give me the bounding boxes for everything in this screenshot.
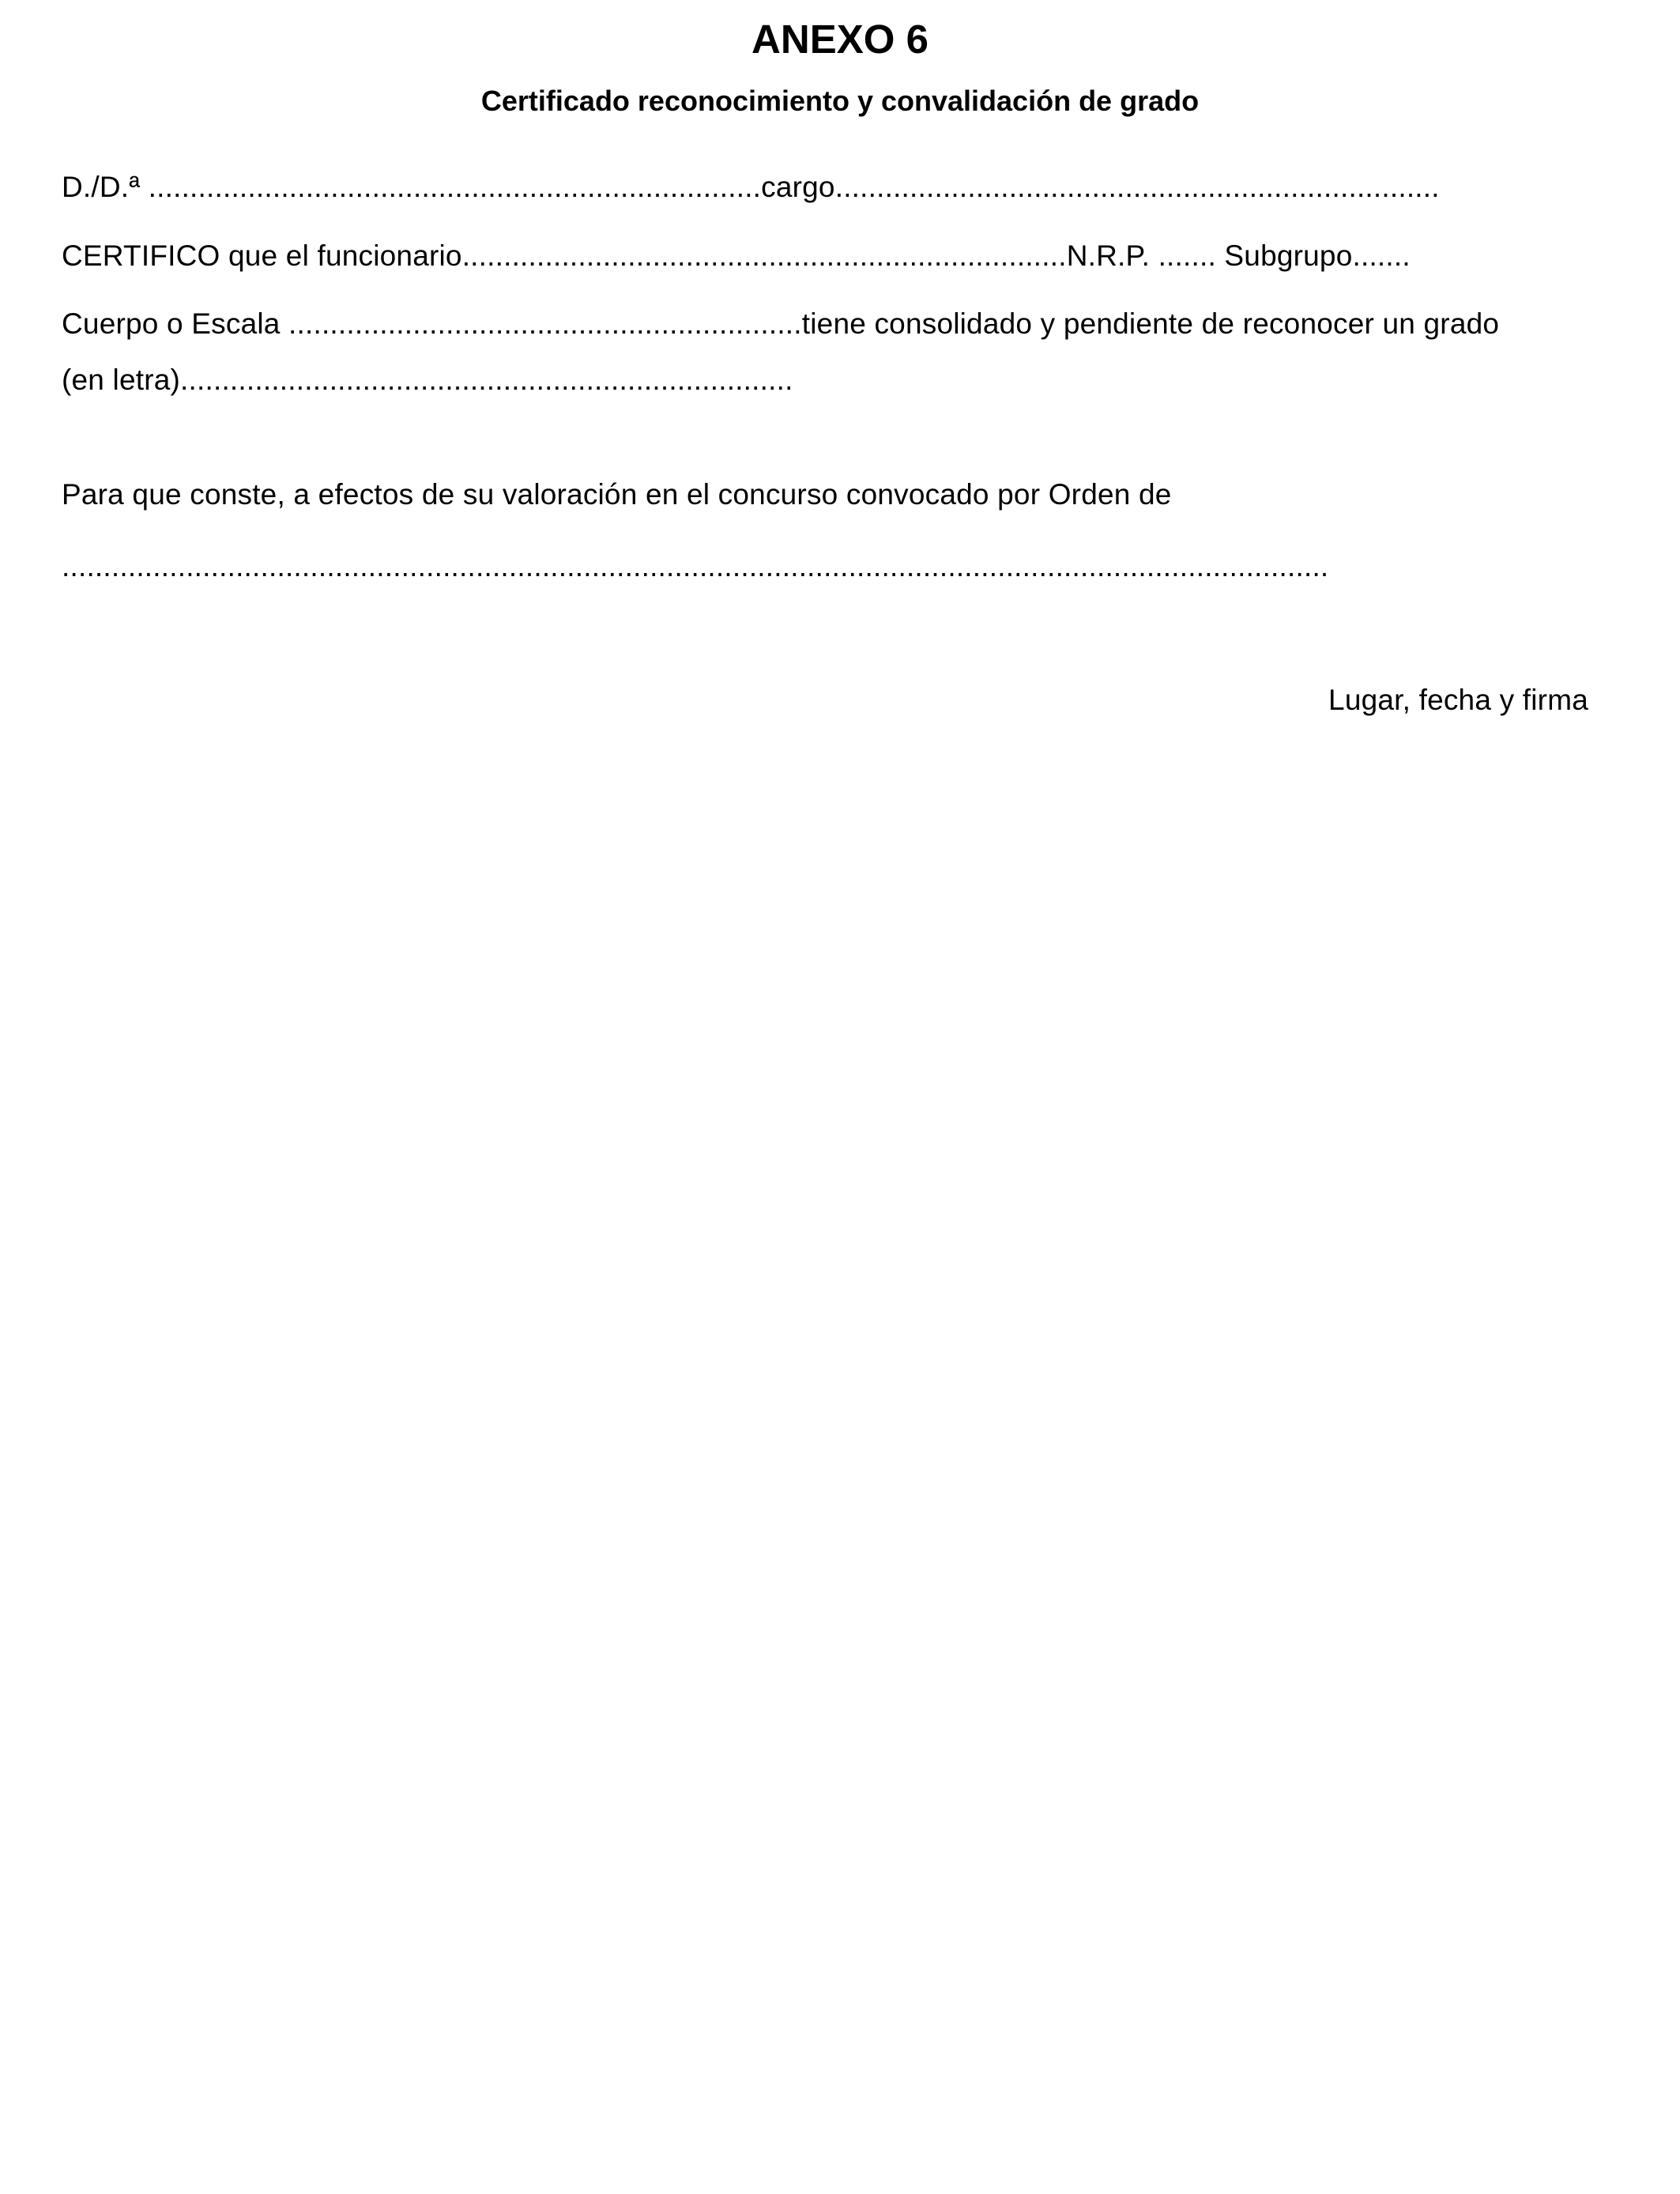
signature-label: Lugar, fecha y firma — [1328, 684, 1588, 716]
orden-dotted-line: ......................................................................................................................................................... — [62, 550, 1329, 582]
grado-letra-line: (en letra).......................................................................... — [62, 364, 793, 396]
name-cargo-line: D./D.ª ..........................................................................cargo......................................................................... — [62, 171, 1440, 203]
certifico-line: CERTIFICO que el funcionario.........................................................................N.R.P. ....... Subgrupo....... — [62, 239, 1411, 272]
document-title: ANEXO 6 — [751, 17, 929, 62]
document-subtitle: Certificado reconocimiento y convalidación de grado — [480, 85, 1200, 117]
para-que-conste-line: Para que conste, a efectos de su valoración en el concurso convocado por Orden de — [62, 478, 1172, 511]
cuerpo-escala-line: Cuerpo o Escala ..............................................................tiene consolidado y pendiente de reconocer un grado — [62, 307, 1500, 340]
